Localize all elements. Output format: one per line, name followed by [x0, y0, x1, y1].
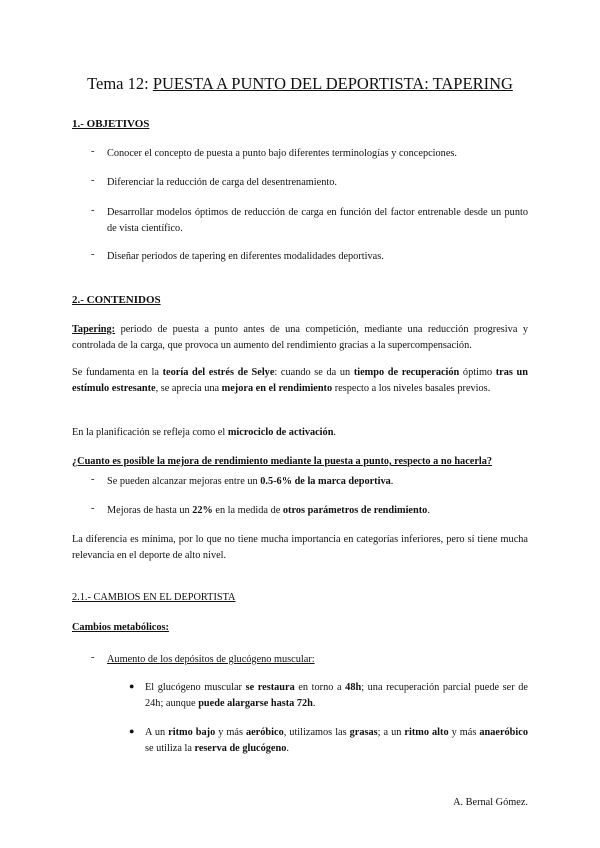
subsection-heading: 2.1.- CAMBIOS EN EL DEPORTISTA — [72, 592, 236, 603]
question-heading: ¿Cuanto es posible la mejora de rendimiento mediante la puesta a punto, respecto a no hacerla? — [72, 456, 493, 467]
paragraph-selye: Se fundamenta en la teoría del estrés de Selye: cuando se da un tiempo de recuperación óptimo tras un estímulo estresante, se aprecia una mejora en el rendimiento respecto a los niveles basales previos. — [72, 367, 528, 394]
list-item: Diferenciar la reducción de carga del desentrenamiento. — [107, 177, 337, 188]
list-item: Se pueden alcanzar mejoras entre un 0.5-6% de la marca deportiva. — [107, 476, 394, 487]
dash-bullet: - — [91, 503, 95, 514]
list-item: Conocer el concepto de puesta a punto bajo diferentes terminologías y concepciones. — [107, 148, 457, 159]
dash-bullet: - — [91, 249, 95, 260]
dash-bullet: - — [91, 146, 95, 157]
paragraph-planificacion: En la planificación se refleja como el microciclo de activación. — [72, 427, 336, 438]
paragraph-tapering: Tapering: periodo de puesta a punto antes de una competición, mediante una reducción progresiva y controlada de la carga, que provoca un aumento del rendimiento gracias a la supercompensación. — [72, 324, 528, 351]
list-item: A un ritmo bajo y más aeróbico, utilizamos las grasas; a un ritmo alto y más anaeróbico se utiliza la reserva de glucógeno. — [145, 727, 528, 754]
bullet-dot: ● — [129, 726, 135, 736]
list-item: Mejoras de hasta un 22% en la medida de otros parámetros de rendimiento. — [107, 505, 430, 516]
footer-author: A. Bernal Gómez. — [453, 797, 528, 808]
section-heading-objetivos: 1.- OBJETIVOS — [72, 118, 150, 130]
section-heading-contenidos: 2.- CONTENIDOS — [72, 294, 161, 306]
list-item: Aumento de los depósitos de glucógeno muscular: — [107, 654, 315, 665]
dash-bullet: - — [91, 205, 95, 216]
list-item: Diseñar periodos de tapering en diferentes modalidades deportivas. — [107, 251, 384, 262]
dash-bullet: - — [91, 652, 95, 663]
dash-bullet: - — [91, 474, 95, 485]
bullet-dot: ● — [129, 681, 135, 691]
dash-bullet: - — [91, 175, 95, 186]
paragraph-diferencia: La diferencia es mínima, por lo que no tiene mucha importancia en categorías inferiores, pero sí tiene mucha relevancia en el deporte de alto nivel. — [72, 534, 528, 561]
page-title: Tema 12: PUESTA A PUNTO DEL DEPORTISTA: TAPERING — [87, 74, 513, 93]
list-item: Desarrollar modelos óptimos de reducción de carga en función del factor entrenable desde un punto de vista científico. — [107, 207, 528, 234]
list-item: El glucógeno muscular se restaura en torno a 48h; una recuperación parcial puede ser de 24h; aunque puede alargarse hasta 72h. — [145, 682, 528, 709]
subheading-cambios-metabolicos: Cambios metabólicos: — [72, 622, 169, 633]
